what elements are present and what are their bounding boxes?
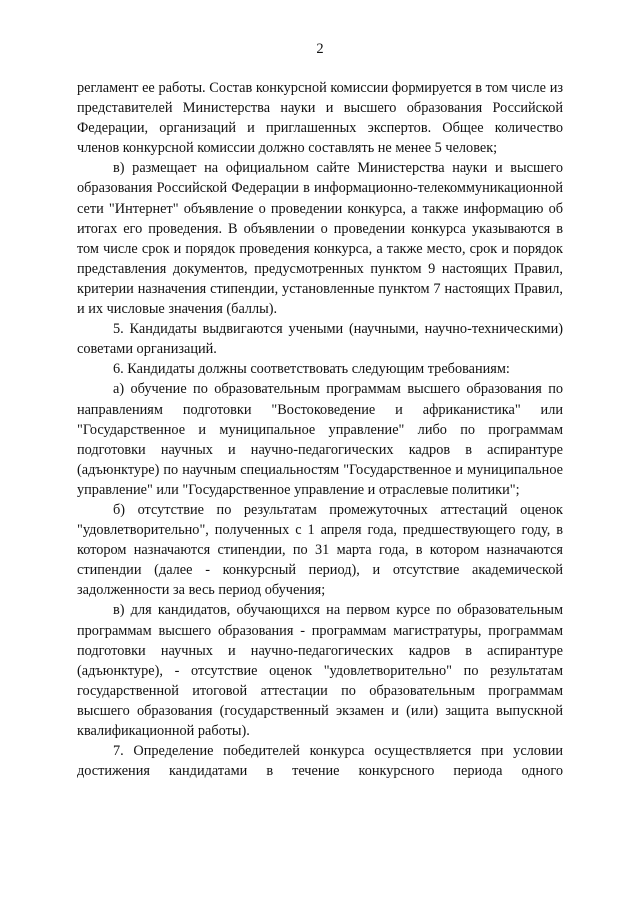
paragraph-item-v-announcement: в) размещает на официальном сайте Министерства науки и высшего образования Российской Федерации в информационно-телекоммуникационной сети "Интернет" объявление о проведении конкурса, а также информацию об итогах его проведения. В объявлении о проведении конкурса указываются в том числе срок и порядок проведения конкурса, а также место, срок и порядок представления документов, предусмотренных пунктом 9 настоящих Правил, критерии назначения стипендии, установленные пунктом 7 настоящих Правил, и их числовые значения (баллы). — [77, 160, 563, 318]
page-number: 2 — [316, 41, 324, 57]
document-body — [77, 78, 563, 781]
paragraph-7-winner-determination: 7. Определение победителей конкурса осуществляется при условии достижения кандидатами в течение конкурсного периода одного — [77, 743, 563, 780]
paragraph-commission-composition: регламент ее работы. Состав конкурсной комиссии формируется в том числе из представителей Министерства науки и высшего образования Российской Федерации, организаций и приглашенных экспертов. Общее количество членов конкурсной комиссии должно составлять не менее 5 человек; — [77, 80, 563, 157]
paragraph-item-a-study-programs: а) обучение по образовательным программам высшего образования по направлениям подготовки "Востоковедение и африканистика" или "Государственное и муниципальное управление" либо по программам подготовки научных и научно-педагогических кадров в аспирантуре (адъюнктуре) по научным специальностям "Государственное и муниципальное управление" или "Государственное управление и отраслевые политики"; — [77, 381, 563, 498]
paragraph-item-v-first-year: в) для кандидатов, обучающихся на первом курсе по образовательным программам высшего образования - программам магистратуры, программам подготовки научных и научно-педагогических кадров в аспирантуре (адъюнктуре), - отсутствие оценок "удовлетворительно" по результатам государственной итоговой аттестации по образовательным программам высшего образования (государственный экзамен и (или) защита выпускной квалификационной работы). — [77, 602, 563, 739]
paragraph-6-requirements: 6. Кандидаты должны соответствовать следующим требованиям: — [113, 361, 510, 378]
paragraph-item-b-no-satisfactory-grades: б) отсутствие по результатам промежуточных аттестаций оценок "удовлетворительно", полученных с 1 апреля года, предшествующего году, в котором назначаются стипендии, по 31 марта года, в котором назначаются стипендии (далее - конкурсный период), и отсутствие академической задолженности за весь период обучения; — [77, 501, 563, 599]
paragraph-5-nomination: 5. Кандидаты выдвигаются учеными (научными, научно-техническими) советами организаций. — [77, 321, 563, 358]
